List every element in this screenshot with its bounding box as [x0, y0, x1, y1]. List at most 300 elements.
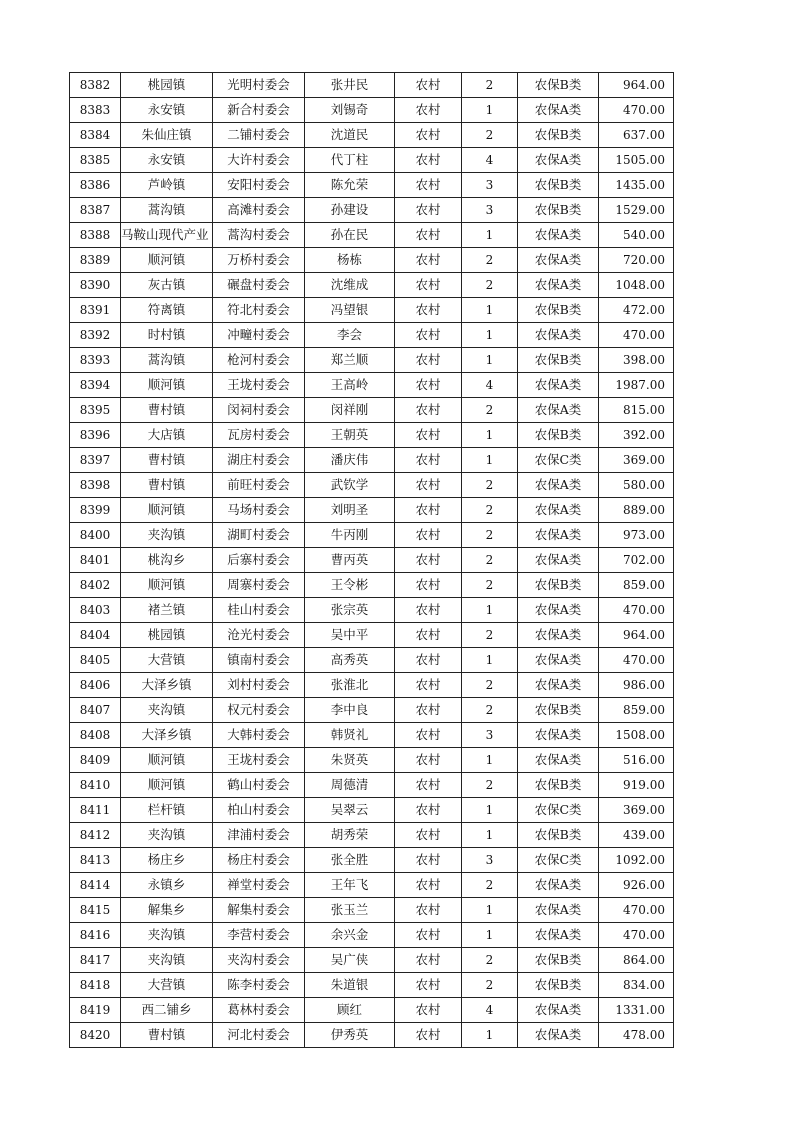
area-cell: 农村 — [395, 723, 462, 748]
village-cell: 冲疃村委会 — [213, 323, 305, 348]
household-count-cell: 2 — [462, 498, 518, 523]
table-row — [70, 473, 674, 498]
area-cell: 农村 — [395, 273, 462, 298]
insurance-type-cell: 农保A类 — [518, 398, 599, 423]
town-cell: 桃园镇 — [121, 623, 213, 648]
name-cell: 杨栋 — [305, 248, 395, 273]
record-id-cell: 8409 — [70, 748, 121, 773]
area-cell: 农村 — [395, 673, 462, 698]
table-row — [70, 748, 674, 773]
town-cell: 朱仙庄镇 — [121, 123, 213, 148]
insurance-type-cell: 农保B类 — [518, 73, 599, 98]
insurance-type-cell: 农保A类 — [518, 473, 599, 498]
amount-cell: 702.00 — [599, 548, 674, 573]
table-row — [70, 423, 674, 448]
town-cell: 顺河镇 — [121, 248, 213, 273]
amount-cell: 919.00 — [599, 773, 674, 798]
amount-cell: 478.00 — [599, 1023, 674, 1048]
table-row — [70, 348, 674, 373]
insurance-type-cell: 农保A类 — [518, 723, 599, 748]
household-count-cell: 2 — [462, 948, 518, 973]
village-cell: 湖町村委会 — [213, 523, 305, 548]
name-cell: 张淮北 — [305, 673, 395, 698]
name-cell: 潘庆伟 — [305, 448, 395, 473]
area-cell: 农村 — [395, 798, 462, 823]
record-id-cell: 8420 — [70, 1023, 121, 1048]
insurance-type-cell: 农保A类 — [518, 523, 599, 548]
household-count-cell: 2 — [462, 73, 518, 98]
area-cell: 农村 — [395, 323, 462, 348]
record-id-cell: 8382 — [70, 73, 121, 98]
area-cell: 农村 — [395, 948, 462, 973]
insurance-type-cell: 农保B类 — [518, 173, 599, 198]
village-cell: 闵祠村委会 — [213, 398, 305, 423]
area-cell: 农村 — [395, 623, 462, 648]
insurance-type-cell: 农保A类 — [518, 898, 599, 923]
amount-cell: 815.00 — [599, 398, 674, 423]
village-cell: 光明村委会 — [213, 73, 305, 98]
town-cell: 大营镇 — [121, 973, 213, 998]
area-cell: 农村 — [395, 123, 462, 148]
amount-cell: 889.00 — [599, 498, 674, 523]
household-count-cell: 1 — [462, 423, 518, 448]
household-count-cell: 4 — [462, 998, 518, 1023]
town-cell: 大泽乡镇 — [121, 673, 213, 698]
table-row — [70, 98, 674, 123]
amount-cell: 1048.00 — [599, 273, 674, 298]
town-cell: 蒿沟镇 — [121, 198, 213, 223]
amount-cell: 516.00 — [599, 748, 674, 773]
household-count-cell: 2 — [462, 248, 518, 273]
table-row — [70, 673, 674, 698]
amount-cell: 580.00 — [599, 473, 674, 498]
household-count-cell: 2 — [462, 548, 518, 573]
name-cell: 朱贤英 — [305, 748, 395, 773]
name-cell: 王令彬 — [305, 573, 395, 598]
area-cell: 农村 — [395, 348, 462, 373]
insurance-type-cell: 农保A类 — [518, 548, 599, 573]
amount-cell: 1508.00 — [599, 723, 674, 748]
amount-cell: 864.00 — [599, 948, 674, 973]
village-cell: 杨庄村委会 — [213, 848, 305, 873]
record-id-cell: 8405 — [70, 648, 121, 673]
name-cell: 武钦学 — [305, 473, 395, 498]
household-count-cell: 1 — [462, 298, 518, 323]
table-row — [70, 598, 674, 623]
record-id-cell: 8385 — [70, 148, 121, 173]
area-cell: 农村 — [395, 148, 462, 173]
insurance-type-cell: 农保A类 — [518, 1023, 599, 1048]
insurance-type-cell: 农保A类 — [518, 673, 599, 698]
name-cell: 冯望银 — [305, 298, 395, 323]
household-count-cell: 1 — [462, 1023, 518, 1048]
area-cell: 农村 — [395, 648, 462, 673]
amount-cell: 1529.00 — [599, 198, 674, 223]
table-row — [70, 1023, 674, 1048]
insurance-type-cell: 农保A类 — [518, 248, 599, 273]
area-cell: 农村 — [395, 198, 462, 223]
name-cell: 张宗英 — [305, 598, 395, 623]
household-count-cell: 1 — [462, 923, 518, 948]
insurance-type-cell: 农保C类 — [518, 848, 599, 873]
name-cell: 张井民 — [305, 73, 395, 98]
village-cell: 葛林村委会 — [213, 998, 305, 1023]
amount-cell: 470.00 — [599, 98, 674, 123]
name-cell: 牛丙刚 — [305, 523, 395, 548]
village-cell: 沧光村委会 — [213, 623, 305, 648]
village-cell: 刘村村委会 — [213, 673, 305, 698]
area-cell: 农村 — [395, 848, 462, 873]
village-cell: 湖庄村委会 — [213, 448, 305, 473]
amount-cell: 369.00 — [599, 448, 674, 473]
town-cell: 永安镇 — [121, 148, 213, 173]
amount-cell: 470.00 — [599, 598, 674, 623]
area-cell: 农村 — [395, 298, 462, 323]
village-cell: 万桥村委会 — [213, 248, 305, 273]
insurance-type-cell: 农保B类 — [518, 573, 599, 598]
name-cell: 吴广侠 — [305, 948, 395, 973]
name-cell: 沈维成 — [305, 273, 395, 298]
insurance-type-cell: 农保B类 — [518, 423, 599, 448]
village-cell: 大许村委会 — [213, 148, 305, 173]
town-cell: 曹村镇 — [121, 473, 213, 498]
village-cell: 王垅村委会 — [213, 748, 305, 773]
record-id-cell: 8397 — [70, 448, 121, 473]
household-count-cell: 2 — [462, 273, 518, 298]
insurance-type-cell: 农保B类 — [518, 123, 599, 148]
name-cell: 吴翠云 — [305, 798, 395, 823]
insurance-type-cell: 农保A类 — [518, 873, 599, 898]
name-cell: 孙在民 — [305, 223, 395, 248]
name-cell: 陈允荣 — [305, 173, 395, 198]
amount-cell: 470.00 — [599, 923, 674, 948]
area-cell: 农村 — [395, 748, 462, 773]
amount-cell: 1987.00 — [599, 373, 674, 398]
household-count-cell: 1 — [462, 598, 518, 623]
household-count-cell: 1 — [462, 223, 518, 248]
record-id-cell: 8415 — [70, 898, 121, 923]
table-row — [70, 723, 674, 748]
table-row — [70, 698, 674, 723]
area-cell: 农村 — [395, 523, 462, 548]
record-id-cell: 8394 — [70, 373, 121, 398]
insurance-type-cell: 农保B类 — [518, 198, 599, 223]
insurance-type-cell: 农保B类 — [518, 973, 599, 998]
area-cell: 农村 — [395, 98, 462, 123]
area-cell: 农村 — [395, 248, 462, 273]
table-row — [70, 73, 674, 98]
town-cell: 时村镇 — [121, 323, 213, 348]
area-cell: 农村 — [395, 548, 462, 573]
village-cell: 桂山村委会 — [213, 598, 305, 623]
village-cell: 前旺村委会 — [213, 473, 305, 498]
name-cell: 刘明圣 — [305, 498, 395, 523]
table-row — [70, 298, 674, 323]
name-cell: 沈道民 — [305, 123, 395, 148]
village-cell: 瓦房村委会 — [213, 423, 305, 448]
table-row — [70, 273, 674, 298]
village-cell: 蒿沟村委会 — [213, 223, 305, 248]
table-row — [70, 148, 674, 173]
household-count-cell: 1 — [462, 323, 518, 348]
household-count-cell: 1 — [462, 748, 518, 773]
village-cell: 周寨村委会 — [213, 573, 305, 598]
insurance-type-cell: 农保B类 — [518, 773, 599, 798]
amount-cell: 1092.00 — [599, 848, 674, 873]
area-cell: 农村 — [395, 223, 462, 248]
amount-cell: 398.00 — [599, 348, 674, 373]
household-count-cell: 2 — [462, 623, 518, 648]
amount-cell: 964.00 — [599, 623, 674, 648]
record-id-cell: 8399 — [70, 498, 121, 523]
village-cell: 安阳村委会 — [213, 173, 305, 198]
record-id-cell: 8403 — [70, 598, 121, 623]
area-cell: 农村 — [395, 423, 462, 448]
amount-cell: 859.00 — [599, 573, 674, 598]
area-cell: 农村 — [395, 773, 462, 798]
household-count-cell: 1 — [462, 448, 518, 473]
table-row — [70, 773, 674, 798]
record-id-cell: 8406 — [70, 673, 121, 698]
area-cell: 农村 — [395, 998, 462, 1023]
household-count-cell: 1 — [462, 98, 518, 123]
town-cell: 顺河镇 — [121, 498, 213, 523]
name-cell: 代丁柱 — [305, 148, 395, 173]
town-cell: 桃园镇 — [121, 73, 213, 98]
table-row — [70, 948, 674, 973]
household-count-cell: 2 — [462, 698, 518, 723]
town-cell: 夹沟镇 — [121, 948, 213, 973]
table-row — [70, 248, 674, 273]
area-cell: 农村 — [395, 873, 462, 898]
area-cell: 农村 — [395, 373, 462, 398]
household-count-cell: 2 — [462, 973, 518, 998]
town-cell: 大店镇 — [121, 423, 213, 448]
record-id-cell: 8412 — [70, 823, 121, 848]
name-cell: 孙建设 — [305, 198, 395, 223]
household-count-cell: 3 — [462, 173, 518, 198]
town-cell: 夹沟镇 — [121, 523, 213, 548]
name-cell: 韩贤礼 — [305, 723, 395, 748]
household-count-cell: 2 — [462, 523, 518, 548]
insurance-type-cell: 农保B类 — [518, 948, 599, 973]
name-cell: 张全胜 — [305, 848, 395, 873]
insurance-type-cell: 农保B类 — [518, 698, 599, 723]
amount-cell: 392.00 — [599, 423, 674, 448]
amount-cell: 859.00 — [599, 698, 674, 723]
village-cell: 王垅村委会 — [213, 373, 305, 398]
village-cell: 夹沟村委会 — [213, 948, 305, 973]
table-body — [70, 73, 674, 1048]
record-id-cell: 8413 — [70, 848, 121, 873]
table-row — [70, 623, 674, 648]
household-count-cell: 3 — [462, 723, 518, 748]
name-cell: 顾红 — [305, 998, 395, 1023]
table-row — [70, 448, 674, 473]
amount-cell: 1505.00 — [599, 148, 674, 173]
amount-cell: 834.00 — [599, 973, 674, 998]
table-row — [70, 573, 674, 598]
table-row — [70, 173, 674, 198]
table-row — [70, 323, 674, 348]
record-id-cell: 8418 — [70, 973, 121, 998]
town-cell: 灰古镇 — [121, 273, 213, 298]
name-cell: 吴中平 — [305, 623, 395, 648]
table-row — [70, 398, 674, 423]
name-cell: 曹丙英 — [305, 548, 395, 573]
village-cell: 柏山村委会 — [213, 798, 305, 823]
household-count-cell: 1 — [462, 898, 518, 923]
town-cell: 曹村镇 — [121, 448, 213, 473]
town-cell: 桃沟乡 — [121, 548, 213, 573]
household-count-cell: 1 — [462, 798, 518, 823]
table-row — [70, 373, 674, 398]
household-count-cell: 1 — [462, 348, 518, 373]
table-row — [70, 198, 674, 223]
record-id-cell: 8384 — [70, 123, 121, 148]
town-cell: 顺河镇 — [121, 773, 213, 798]
record-id-cell: 8383 — [70, 98, 121, 123]
village-cell: 鹤山村委会 — [213, 773, 305, 798]
record-id-cell: 8388 — [70, 223, 121, 248]
amount-cell: 964.00 — [599, 73, 674, 98]
village-cell: 李营村委会 — [213, 923, 305, 948]
insurance-type-cell: 农保A类 — [518, 623, 599, 648]
insurance-type-cell: 农保A类 — [518, 598, 599, 623]
amount-cell: 472.00 — [599, 298, 674, 323]
record-id-cell: 8390 — [70, 273, 121, 298]
insurance-type-cell: 农保A类 — [518, 998, 599, 1023]
record-id-cell: 8417 — [70, 948, 121, 973]
village-cell: 二铺村委会 — [213, 123, 305, 148]
village-cell: 枪河村委会 — [213, 348, 305, 373]
name-cell: 高秀英 — [305, 648, 395, 673]
table-row — [70, 223, 674, 248]
town-cell: 杨庄乡 — [121, 848, 213, 873]
record-id-cell: 8396 — [70, 423, 121, 448]
insurance-type-cell: 农保A类 — [518, 923, 599, 948]
record-id-cell: 8387 — [70, 198, 121, 223]
village-cell: 津浦村委会 — [213, 823, 305, 848]
area-cell: 农村 — [395, 73, 462, 98]
name-cell: 朱道银 — [305, 973, 395, 998]
record-id-cell: 8400 — [70, 523, 121, 548]
area-cell: 农村 — [395, 973, 462, 998]
village-cell: 高滩村委会 — [213, 198, 305, 223]
name-cell: 闵祥刚 — [305, 398, 395, 423]
village-cell: 禅堂村委会 — [213, 873, 305, 898]
insurance-type-cell: 农保B类 — [518, 823, 599, 848]
record-id-cell: 8411 — [70, 798, 121, 823]
record-id-cell: 8401 — [70, 548, 121, 573]
household-count-cell: 4 — [462, 373, 518, 398]
table-row — [70, 923, 674, 948]
name-cell: 胡秀荣 — [305, 823, 395, 848]
town-cell: 夹沟镇 — [121, 823, 213, 848]
record-id-cell: 8392 — [70, 323, 121, 348]
record-id-cell: 8386 — [70, 173, 121, 198]
record-id-cell: 8414 — [70, 873, 121, 898]
amount-cell: 470.00 — [599, 648, 674, 673]
table-row — [70, 873, 674, 898]
town-cell: 曹村镇 — [121, 1023, 213, 1048]
village-cell: 镇南村委会 — [213, 648, 305, 673]
area-cell: 农村 — [395, 398, 462, 423]
record-id-cell: 8404 — [70, 623, 121, 648]
record-id-cell: 8408 — [70, 723, 121, 748]
name-cell: 周德清 — [305, 773, 395, 798]
insurance-type-cell: 农保B类 — [518, 298, 599, 323]
name-cell: 王高岭 — [305, 373, 395, 398]
town-cell: 大营镇 — [121, 648, 213, 673]
area-cell: 农村 — [395, 923, 462, 948]
amount-cell: 439.00 — [599, 823, 674, 848]
household-count-cell: 4 — [462, 148, 518, 173]
amount-cell: 369.00 — [599, 798, 674, 823]
area-cell: 农村 — [395, 598, 462, 623]
name-cell: 张玉兰 — [305, 898, 395, 923]
insurance-type-cell: 农保A类 — [518, 223, 599, 248]
area-cell: 农村 — [395, 173, 462, 198]
area-cell: 农村 — [395, 498, 462, 523]
village-cell: 解集村委会 — [213, 898, 305, 923]
amount-cell: 470.00 — [599, 323, 674, 348]
insurance-type-cell: 农保A类 — [518, 498, 599, 523]
town-cell: 解集乡 — [121, 898, 213, 923]
town-cell: 曹村镇 — [121, 398, 213, 423]
household-count-cell: 1 — [462, 823, 518, 848]
village-cell: 权元村委会 — [213, 698, 305, 723]
insurance-type-cell: 农保A类 — [518, 273, 599, 298]
insurance-type-cell: 农保A类 — [518, 98, 599, 123]
town-cell: 顺河镇 — [121, 373, 213, 398]
amount-cell: 926.00 — [599, 873, 674, 898]
insurance-type-cell: 农保A类 — [518, 748, 599, 773]
name-cell: 王年飞 — [305, 873, 395, 898]
record-id-cell: 8395 — [70, 398, 121, 423]
household-count-cell: 3 — [462, 848, 518, 873]
town-cell: 夹沟镇 — [121, 698, 213, 723]
town-cell: 褚兰镇 — [121, 598, 213, 623]
area-cell: 农村 — [395, 698, 462, 723]
name-cell: 郑兰顺 — [305, 348, 395, 373]
household-count-cell: 2 — [462, 773, 518, 798]
name-cell: 李会 — [305, 323, 395, 348]
household-count-cell: 3 — [462, 198, 518, 223]
town-cell: 永镇乡 — [121, 873, 213, 898]
table-row — [70, 498, 674, 523]
village-cell: 大韩村委会 — [213, 723, 305, 748]
amount-cell: 973.00 — [599, 523, 674, 548]
amount-cell: 1331.00 — [599, 998, 674, 1023]
record-id-cell: 8393 — [70, 348, 121, 373]
household-count-cell: 2 — [462, 673, 518, 698]
area-cell: 农村 — [395, 573, 462, 598]
insurance-type-cell: 农保C类 — [518, 798, 599, 823]
amount-cell: 470.00 — [599, 898, 674, 923]
table-row — [70, 548, 674, 573]
record-id-cell: 8407 — [70, 698, 121, 723]
town-cell: 栏杆镇 — [121, 798, 213, 823]
town-cell: 永安镇 — [121, 98, 213, 123]
amount-cell: 720.00 — [599, 248, 674, 273]
table-row — [70, 898, 674, 923]
record-id-cell: 8416 — [70, 923, 121, 948]
record-id-cell: 8410 — [70, 773, 121, 798]
area-cell: 农村 — [395, 898, 462, 923]
record-id-cell: 8419 — [70, 998, 121, 1023]
household-count-cell: 2 — [462, 873, 518, 898]
